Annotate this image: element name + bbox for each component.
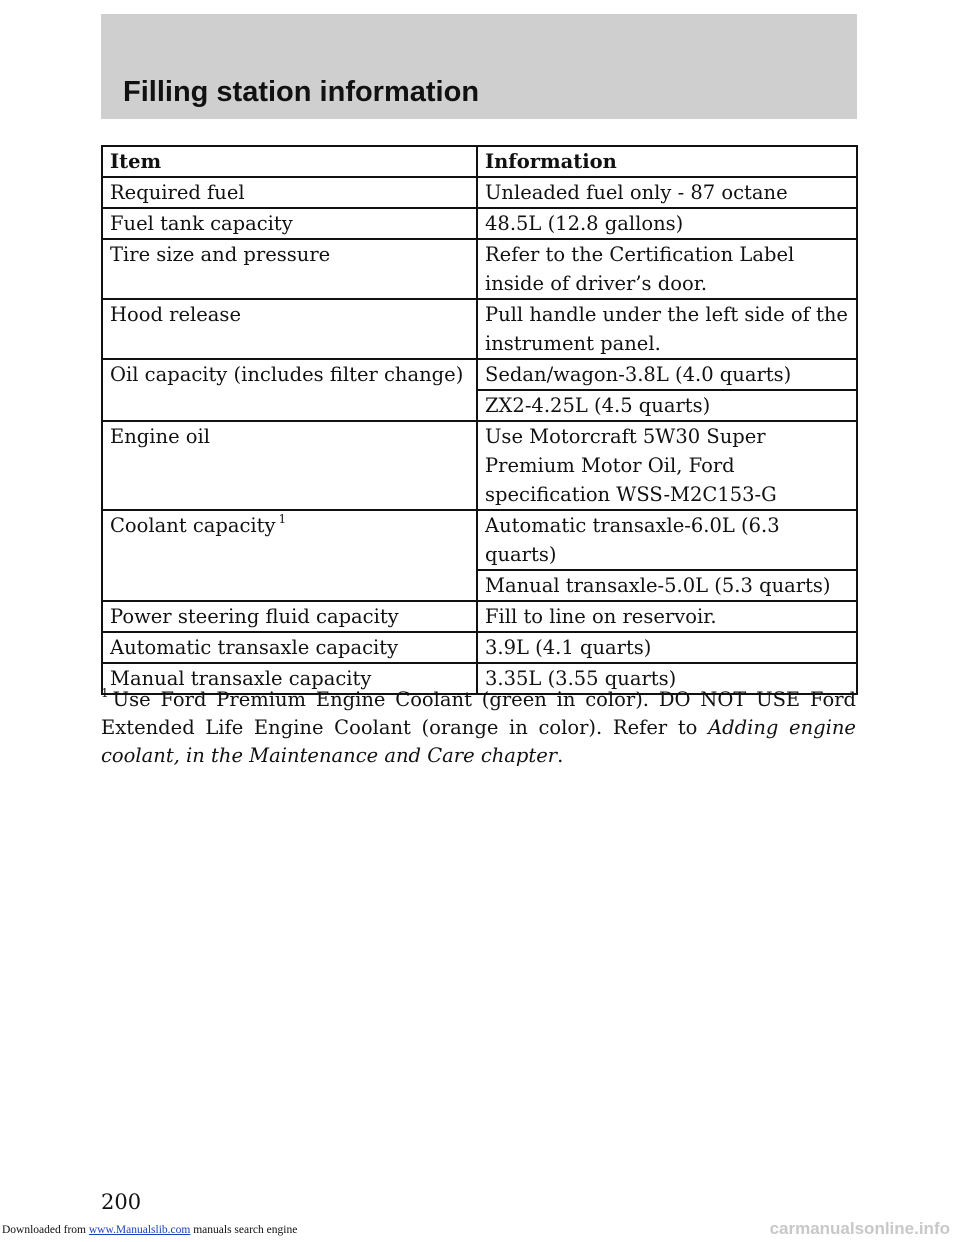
info-cell: 48.5L (12.8 gallons) [477, 208, 857, 239]
footnote-end: . [557, 744, 564, 767]
table-row [102, 359, 857, 390]
item-cell-coolant [102, 510, 477, 601]
watermark-logo: carmanualsonline.info [769, 1219, 950, 1238]
footnote-text: Use Ford Premium Engine Coolant (green in color). DO NOT USE Ford Extended Life Engine Coolant (orange in color). Refer to [101, 688, 856, 739]
item-cell: Hood release [102, 299, 477, 359]
download-suffix: manuals search engine [190, 1224, 298, 1236]
item-cell: Tire size and pressure [102, 239, 477, 299]
info-cell: 3.35L (3.55 quarts) [477, 663, 857, 694]
item-cell: Oil capacity (includes filter change) [102, 359, 477, 421]
info-cell: Sedan/wagon-3.8L (4.0 quarts) [477, 359, 857, 390]
table-row [102, 177, 857, 208]
item-cell: Automatic transaxle capacity [102, 632, 477, 663]
info-cell: Automatic transaxle-6.0L (6.3 quarts) [477, 510, 857, 570]
item-cell: Power steering fluid capacity [102, 601, 477, 632]
footnote-reference: 1 [278, 512, 287, 526]
section-title: Filling station information [123, 76, 480, 108]
item-cell: Fuel tank capacity [102, 208, 477, 239]
footnote-reference-text: Adding engine coolant, in the Maintenance and Care chapter [101, 716, 856, 767]
manualslib-link[interactable]: www.Manualslib.com [88, 1224, 191, 1236]
download-prefix: Downloaded from [2, 1224, 89, 1236]
column-header-item: Item [102, 146, 477, 177]
info-cell: Fill to line on reservoir. [477, 601, 857, 632]
info-cell: Use Motorcraft 5W30 Super Premium Motor Oil, Ford specification WSS-M2C153-G [477, 421, 857, 510]
header-band [101, 14, 857, 119]
table-row [102, 510, 857, 570]
column-header-information: Information [477, 146, 857, 177]
page-number: 200 [101, 1190, 142, 1214]
footnote-marker: 1 [101, 686, 109, 700]
info-cell: Unleaded fuel only - 87 octane [477, 177, 857, 208]
table-row [102, 632, 857, 663]
filling-station-table [101, 145, 858, 695]
table-row [102, 239, 857, 299]
download-credit [2, 1224, 297, 1236]
info-cell: Pull handle under the left side of the instrument panel. [477, 299, 857, 359]
item-cell: Required fuel [102, 177, 477, 208]
table-row [102, 299, 857, 359]
item-cell: Engine oil [102, 421, 477, 510]
info-cell: ZX2-4.25L (4.5 quarts) [477, 390, 857, 421]
coolant-footnote [101, 686, 856, 770]
item-label: Coolant capacity [110, 514, 276, 537]
table-row [102, 208, 857, 239]
info-cell: Refer to the Certification Label inside of driver’s door. [477, 239, 857, 299]
table-header-row [102, 146, 857, 177]
item-cell: Manual transaxle capacity [102, 663, 477, 694]
table-row [102, 421, 857, 510]
table-row [102, 601, 857, 632]
info-cell: 3.9L (4.1 quarts) [477, 632, 857, 663]
info-cell: Manual transaxle-5.0L (5.3 quarts) [477, 570, 857, 601]
